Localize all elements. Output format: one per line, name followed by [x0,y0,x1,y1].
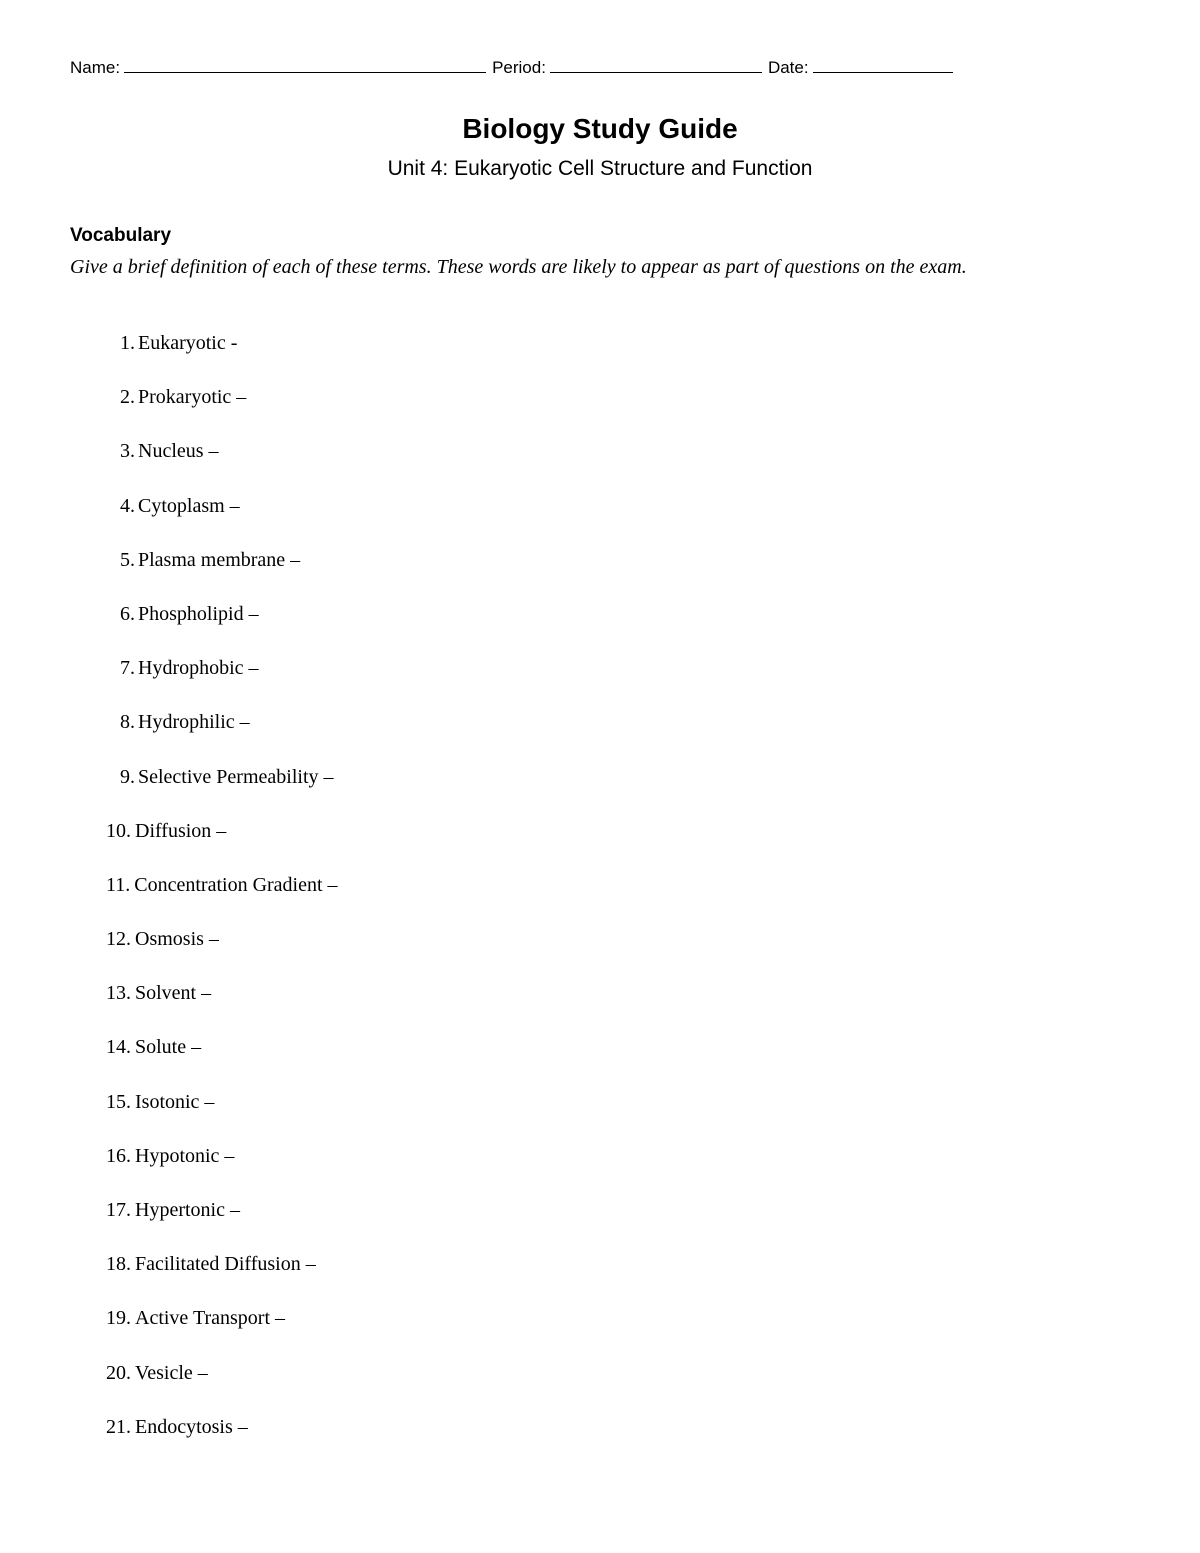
vocab-term: Selective Permeability – [138,765,334,788]
vocab-term: Plasma membrane – [138,548,301,571]
list-item [0,711,338,765]
vocab-term: Phospholipid – [138,602,259,625]
vocab-term: Facilitated Diffusion – [135,1253,316,1276]
list-item-number: 7. [120,657,135,680]
list-item-number: 10. [106,819,131,842]
list-item-number: 17. [106,1199,131,1221]
list-item-number: 1. [120,332,135,354]
vocab-term: Solvent – [135,982,212,1005]
vocab-term: Osmosis – [135,928,219,951]
date-label: Date: [767,58,809,77]
list-item-number: 5. [120,548,135,571]
list-item [0,820,338,874]
vocab-term: Vesicle – [135,1361,208,1384]
list-item [0,440,338,494]
vocab-term: Hypotonic – [135,1144,235,1167]
list-item-number: 12. [106,928,131,951]
list-item [0,928,338,982]
student-info-line [70,58,959,78]
vocab-term: Prokaryotic – [138,386,247,409]
name-blank [124,58,486,73]
vocabulary-list [0,332,338,1470]
list-item [0,1145,338,1199]
page-subtitle: Unit 4: Eukaryotic Cell Structure and Function [387,157,813,180]
list-item [0,332,338,386]
vocab-term: Active Transport – [135,1307,285,1330]
list-item-number: 3. [120,440,135,463]
vocab-term: Endocytosis – [135,1415,248,1438]
vocab-term: Nucleus – [138,440,219,463]
list-item [0,549,338,603]
list-item-number: 21. [106,1415,131,1438]
vocab-term: Hydrophilic – [138,711,250,734]
list-item [0,1199,338,1253]
list-item [0,1362,338,1416]
list-item [0,982,338,1036]
vocab-term: Hypertonic – [135,1199,240,1221]
list-item-number: 15. [106,1090,131,1113]
list-item-number: 4. [120,494,135,517]
list-item [0,1416,338,1470]
vocab-term: Isotonic – [135,1090,215,1113]
list-item [0,1307,338,1361]
vocab-term: Concentration Gradient – [134,873,338,896]
list-item-number: 14. [106,1036,131,1059]
list-item [0,386,338,440]
list-item-number: 8. [120,711,135,734]
vocab-term: Diffusion – [135,819,227,842]
list-item [0,1253,338,1307]
vocabulary-heading: Vocabulary [70,225,172,246]
vocab-term: Eukaryotic - [138,332,238,354]
vocab-term: Hydrophobic – [138,657,259,680]
list-item-number: 20. [106,1361,131,1384]
page-title: Biology Study Guide [462,113,738,144]
vocab-term: Cytoplasm – [138,494,240,517]
list-item-number: 18. [106,1253,131,1276]
list-item [0,657,338,711]
list-item-number: 16. [106,1144,131,1167]
vocabulary-instructions: Give a brief definition of each of these terms. These words are likely to appear as part of questions on the exam. [70,256,967,278]
list-item [0,1036,338,1090]
vocab-term: Solute – [135,1036,202,1059]
list-item [0,495,338,549]
list-item-number: 11. [106,873,131,896]
list-item-number: 2. [120,386,135,409]
list-item [0,874,338,928]
list-item [0,766,338,820]
period-label: Period: [492,58,546,77]
list-item-number: 9. [120,765,135,788]
list-item [0,1091,338,1145]
date-blank [813,58,953,73]
period-blank [550,58,762,73]
list-item-number: 19. [106,1307,131,1330]
list-item-number: 13. [106,982,131,1005]
name-label: Name: [70,58,121,77]
list-item [0,603,338,657]
list-item-number: 6. [120,602,135,625]
